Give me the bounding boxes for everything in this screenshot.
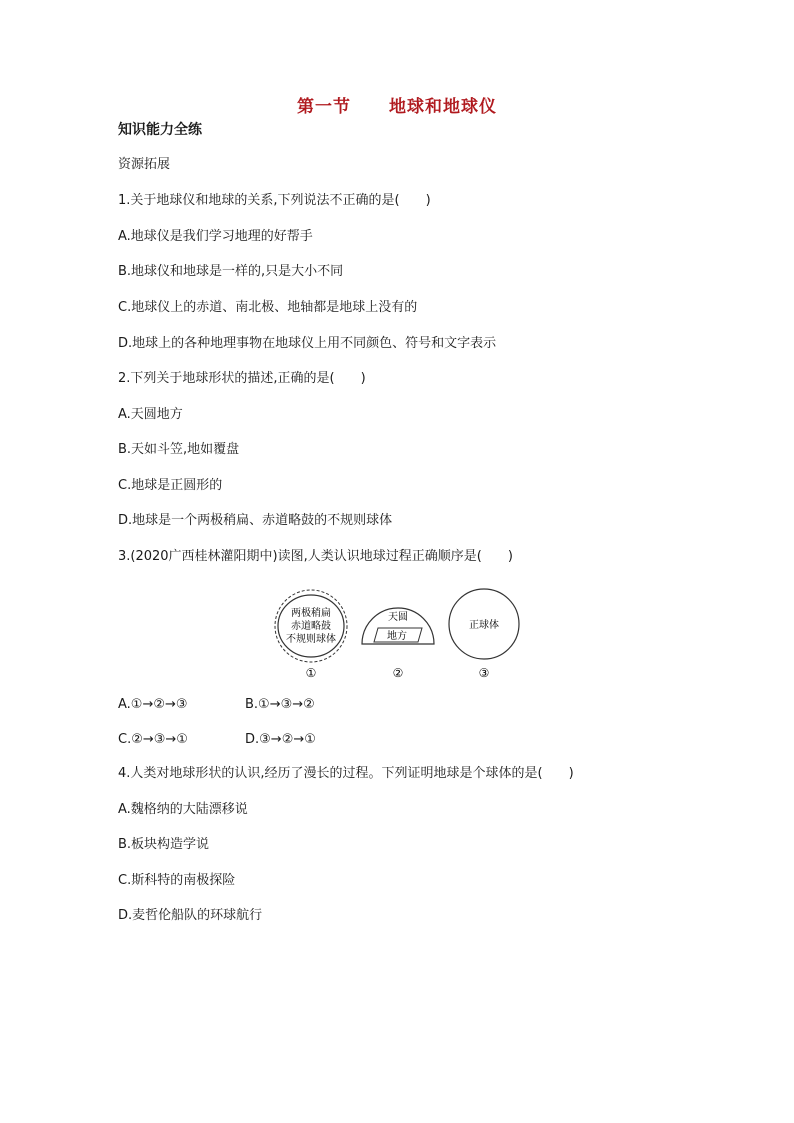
section-label: 资源拓展 xyxy=(118,157,171,172)
q3-option-d: D.③→②→① xyxy=(245,732,316,747)
q3-option-b: B.①→③→② xyxy=(245,697,315,712)
q4-option-d: D.麦哲伦船队的环球航行 xyxy=(118,908,263,923)
q2-stem: 2.下列关于地球形状的描述,正确的是( ) xyxy=(118,371,366,386)
q3-option-c: C.②→③→① xyxy=(118,732,188,747)
q2-option-a: A.天圆地方 xyxy=(118,407,183,422)
fig1-line1: 两极稍扁 xyxy=(291,608,331,619)
q4-stem: 4.人类对地球形状的认识,经历了漫长的过程。下列证明地球是个球体的是( ) xyxy=(118,766,574,781)
figure-2-round-sky-square-earth xyxy=(362,608,434,680)
figure-1-irregular-sphere xyxy=(275,590,347,680)
q2-option-b: B.天如斗笠,地如覆盘 xyxy=(118,442,240,457)
q4-option-a: A.魏格纳的大陆漂移说 xyxy=(118,802,248,817)
fig1-line3: 不规则球体 xyxy=(286,634,336,645)
q1-option-a: A.地球仪是我们学习地理的好帮手 xyxy=(118,229,313,244)
page-title xyxy=(0,92,794,117)
q1-option-b: B.地球仪和地球是一样的,只是大小不同 xyxy=(118,264,344,279)
q1-option-d: D.地球上的各种地理事物在地球仪上用不同颜色、符号和文字表示 xyxy=(118,336,497,351)
q1-stem: 1.关于地球仪和地球的关系,下列说法不正确的是( ) xyxy=(118,193,431,208)
title-part2: 地球和地球仪 xyxy=(389,97,497,117)
earth-shape-figure xyxy=(262,584,532,684)
figure-3-perfect-sphere xyxy=(449,589,519,680)
fig2-label: ② xyxy=(392,666,404,680)
fig1-label: ① xyxy=(305,666,317,680)
title-part1: 第一节 xyxy=(297,97,351,117)
subheading: 知识能力全练 xyxy=(118,122,202,138)
fig3-text: 正球体 xyxy=(469,620,499,631)
fig2-ground: 地方 xyxy=(387,631,407,642)
q1-option-c: C.地球仪上的赤道、南北极、地轴都是地球上没有的 xyxy=(118,300,418,315)
q2-option-c: C.地球是正圆形的 xyxy=(118,478,223,493)
fig3-label: ③ xyxy=(478,666,490,680)
q4-option-b: B.板块构造学说 xyxy=(118,837,210,852)
fig1-line2: 赤道略鼓 xyxy=(291,621,331,632)
q2-option-d: D.地球是一个两极稍扁、赤道略鼓的不规则球体 xyxy=(118,513,393,528)
q4-option-c: C.斯科特的南极探险 xyxy=(118,873,236,888)
q3-option-a: A.①→②→③ xyxy=(118,697,188,712)
fig2-sky: 天圆 xyxy=(388,612,408,623)
q3-stem: 3.(2020广西桂林灌阳期中)读图,人类认识地球过程正确顺序是( ) xyxy=(118,549,513,564)
